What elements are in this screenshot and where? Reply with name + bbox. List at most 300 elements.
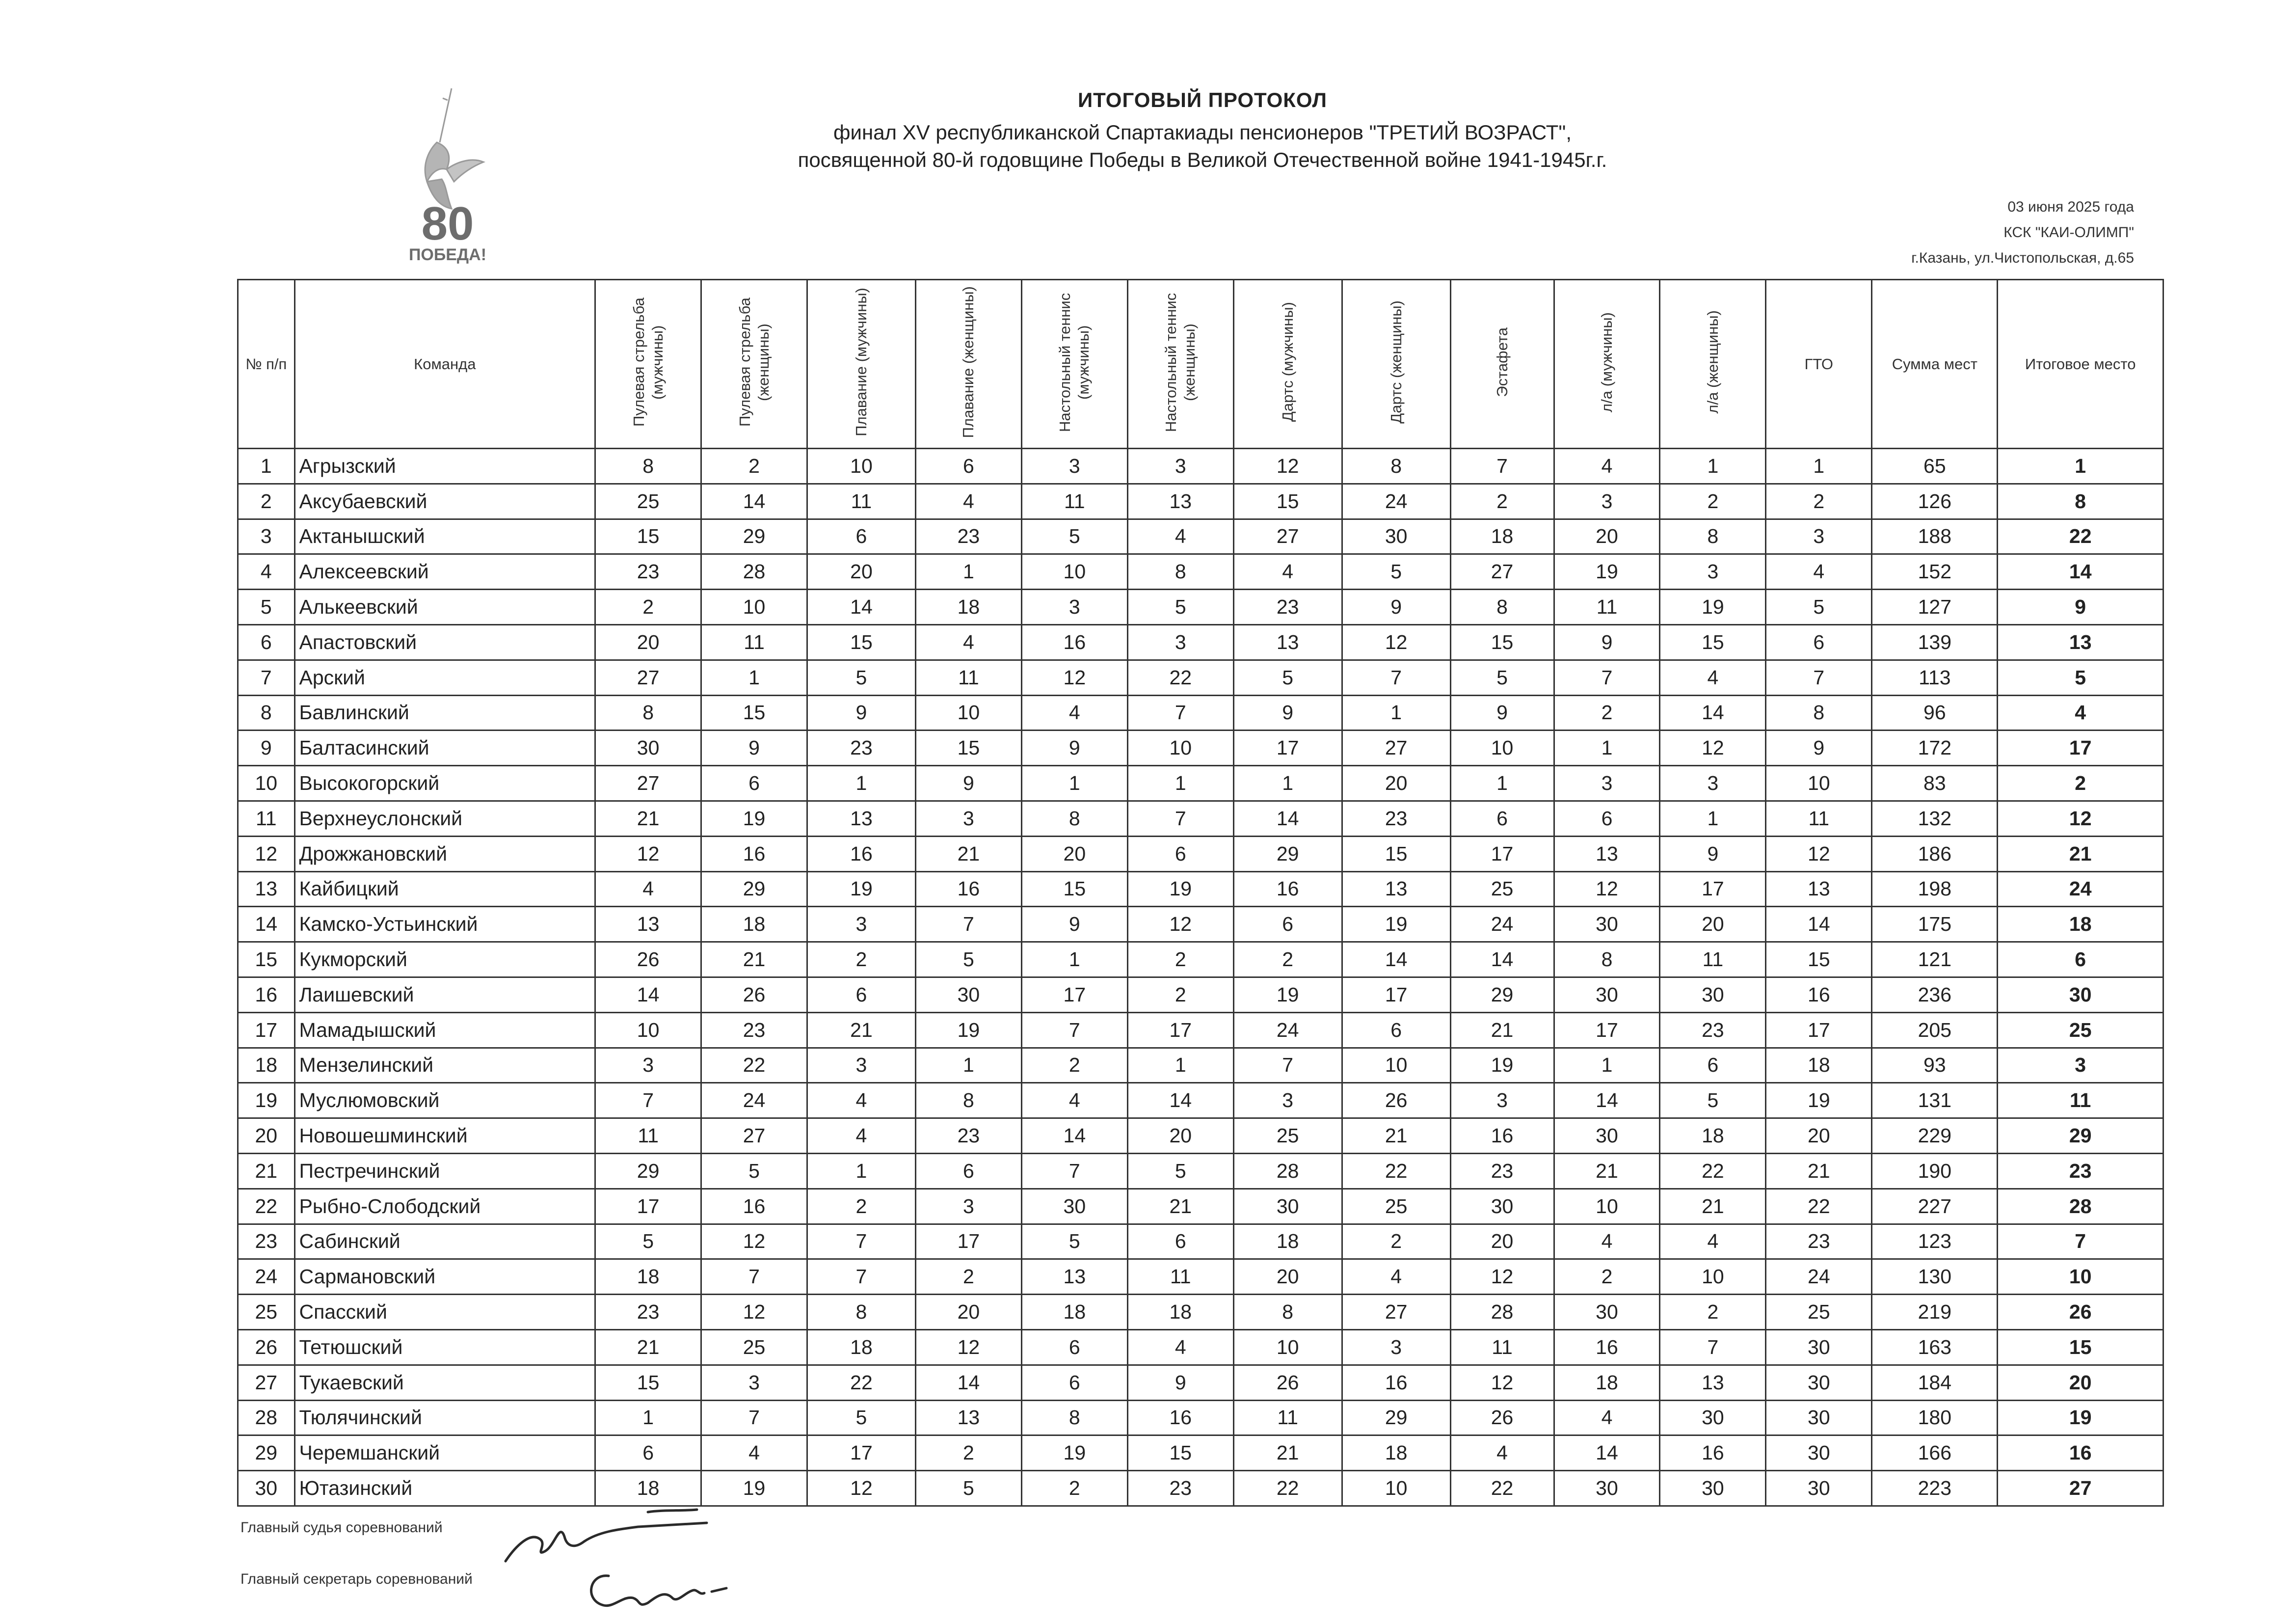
table-cell: 20 <box>1021 836 1127 871</box>
table-cell: 27 <box>595 766 701 801</box>
table-cell: 12 <box>1021 660 1127 695</box>
table-cell: 1 <box>595 1400 701 1435</box>
table-row <box>238 695 2163 731</box>
table-cell: 1 <box>1021 942 1127 977</box>
table-cell: 18 <box>807 1329 915 1365</box>
table-cell: 17 <box>1554 1012 1660 1048</box>
table-cell: 8 <box>1127 554 1233 590</box>
column-header-label: Пулевая стрельба (мужчины) <box>630 298 666 427</box>
table-cell: 30 <box>1660 1471 1766 1506</box>
table-cell: 2 <box>238 484 295 519</box>
chief-secretary-label: Главный секретарь соревнований <box>240 1571 473 1587</box>
table-cell: 2 <box>915 1259 1021 1295</box>
final-place-cell: 21 <box>1998 836 2163 871</box>
table-cell: 30 <box>1554 977 1660 1012</box>
table-cell: 17 <box>1766 1012 1872 1048</box>
table-cell: 14 <box>1233 801 1342 836</box>
table-cell: 7 <box>1450 449 1554 484</box>
table-cell: 17 <box>1127 1012 1233 1048</box>
table-cell: 2 <box>595 590 701 625</box>
team-name-cell: Мамадышский <box>294 1012 595 1048</box>
table-cell: 5 <box>1021 519 1127 554</box>
final-place-cell: 29 <box>1998 1118 2163 1154</box>
table-cell: 15 <box>1660 624 1766 660</box>
table-cell: 19 <box>1554 554 1660 590</box>
document-subtitle-line-1: финал XV республиканской Спартакиады пенсионеров "ТРЕТИЙ ВОЗРАСТ", <box>833 121 1572 144</box>
table-cell: 11 <box>1127 1259 1233 1295</box>
table-cell: 23 <box>915 519 1021 554</box>
table-cell: 30 <box>1766 1400 1872 1435</box>
table-cell: 15 <box>238 942 295 977</box>
table-cell: 14 <box>1342 942 1450 977</box>
table-cell: 7 <box>1660 1329 1766 1365</box>
table-cell: 18 <box>1766 1048 1872 1083</box>
table-cell: 184 <box>1872 1365 1998 1400</box>
table-cell: 14 <box>238 907 295 942</box>
team-name-cell: Тетюшский <box>294 1329 595 1365</box>
team-name-cell: Апастовский <box>294 624 595 660</box>
final-place-cell: 16 <box>1998 1435 2163 1471</box>
table-cell: 17 <box>1660 871 1766 907</box>
table-cell: 25 <box>595 484 701 519</box>
table-cell: 190 <box>1872 1153 1998 1189</box>
table-cell: 6 <box>915 1153 1021 1189</box>
table-cell: 10 <box>915 695 1021 731</box>
table-cell: 13 <box>1660 1365 1766 1400</box>
table-cell: 19 <box>1450 1048 1554 1083</box>
col-shooting-men-header <box>595 280 701 449</box>
table-cell: 5 <box>1127 1153 1233 1189</box>
table-cell: 30 <box>1766 1365 1872 1400</box>
table-cell: 23 <box>807 731 915 766</box>
secretary-signature <box>579 1561 746 1615</box>
table-cell: 12 <box>238 836 295 871</box>
table-cell: 14 <box>1660 695 1766 731</box>
table-cell: 93 <box>1872 1048 1998 1083</box>
table-row <box>238 871 2163 907</box>
table-cell: 4 <box>1554 1224 1660 1259</box>
table-cell: 1 <box>1021 766 1127 801</box>
table-row <box>238 519 2163 554</box>
final-place-cell: 30 <box>1998 977 2163 1012</box>
table-cell: 4 <box>238 554 295 590</box>
table-cell: 3 <box>1127 624 1233 660</box>
column-header-label: № п/п <box>245 355 287 373</box>
table-cell: 12 <box>1554 871 1660 907</box>
team-name-cell: Новошешминский <box>294 1118 595 1154</box>
team-name-cell: Алькеевский <box>294 590 595 625</box>
table-cell: 17 <box>1342 977 1450 1012</box>
table-cell: 19 <box>238 1083 295 1118</box>
table-cell: 20 <box>1660 907 1766 942</box>
table-cell: 14 <box>1127 1083 1233 1118</box>
table-cell: 22 <box>807 1365 915 1400</box>
table-cell: 30 <box>1660 977 1766 1012</box>
col-darts-women-header <box>1342 280 1450 449</box>
table-cell: 12 <box>1450 1365 1554 1400</box>
table-cell: 27 <box>595 660 701 695</box>
table-cell: 9 <box>1554 624 1660 660</box>
table-cell: 8 <box>807 1295 915 1330</box>
table-cell: 4 <box>1127 519 1233 554</box>
table-cell: 16 <box>701 1189 807 1224</box>
table-cell: 18 <box>1127 1295 1233 1330</box>
final-place-cell: 28 <box>1998 1189 2163 1224</box>
table-cell: 22 <box>1450 1471 1554 1506</box>
table-cell: 26 <box>238 1329 295 1365</box>
table-cell: 19 <box>1342 907 1450 942</box>
table-cell: 17 <box>1021 977 1127 1012</box>
table-cell: 96 <box>1872 695 1998 731</box>
table-cell: 27 <box>701 1118 807 1154</box>
table-cell: 7 <box>238 660 295 695</box>
table-cell: 15 <box>595 519 701 554</box>
team-name-cell: Рыбно-Слободский <box>294 1189 595 1224</box>
table-cell: 152 <box>1872 554 1998 590</box>
table-cell: 15 <box>915 731 1021 766</box>
table-cell: 7 <box>807 1224 915 1259</box>
table-cell: 2 <box>915 1435 1021 1471</box>
table-row <box>238 1012 2163 1048</box>
document-title: ИТОГОВЫЙ ПРОТОКОЛ <box>1077 88 1328 111</box>
table-cell: 223 <box>1872 1471 1998 1506</box>
table-cell: 22 <box>1660 1153 1766 1189</box>
table-header-row <box>238 280 2163 449</box>
column-header-label: л/а (женщины) <box>1704 310 1721 414</box>
table-cell: 15 <box>1127 1435 1233 1471</box>
column-header-label: Настольный теннис (женщины) <box>1162 292 1199 432</box>
table-cell: 14 <box>1021 1118 1127 1154</box>
table-cell: 22 <box>238 1189 295 1224</box>
table-cell: 3 <box>807 1048 915 1083</box>
table-cell: 126 <box>1872 484 1998 519</box>
table-cell: 21 <box>238 1153 295 1189</box>
team-name-cell: Лаишевский <box>294 977 595 1012</box>
col-team-header <box>294 280 595 449</box>
table-cell: 29 <box>1342 1400 1450 1435</box>
table-cell: 14 <box>701 484 807 519</box>
table-cell: 7 <box>701 1400 807 1435</box>
table-row <box>238 977 2163 1012</box>
table-cell: 14 <box>1554 1435 1660 1471</box>
final-place-cell: 1 <box>1998 449 2163 484</box>
team-name-cell: Сабинский <box>294 1224 595 1259</box>
table-cell: 13 <box>1342 871 1450 907</box>
col-final-place-header <box>1998 280 2163 449</box>
table-cell: 14 <box>807 590 915 625</box>
table-cell: 10 <box>1021 554 1127 590</box>
table-row <box>238 907 2163 942</box>
table-row <box>238 836 2163 871</box>
table-cell: 8 <box>595 449 701 484</box>
table-cell: 16 <box>1233 871 1342 907</box>
table-cell: 20 <box>1127 1118 1233 1154</box>
final-place-cell: 4 <box>1998 695 2163 731</box>
table-row <box>238 449 2163 484</box>
table-cell: 24 <box>701 1083 807 1118</box>
final-place-cell: 9 <box>1998 590 2163 625</box>
team-name-cell: Пестречинский <box>294 1153 595 1189</box>
table-cell: 28 <box>701 554 807 590</box>
final-place-cell: 11 <box>1998 1083 2163 1118</box>
table-cell: 4 <box>1766 554 1872 590</box>
document-subtitle-line-2: посвященной 80-й годовщине Победы в Великой Отечественной войне 1941-1945г.г. <box>798 148 1607 171</box>
table-cell: 29 <box>238 1435 295 1471</box>
table-cell: 121 <box>1872 942 1998 977</box>
table-cell: 1 <box>1660 449 1766 484</box>
final-place-cell: 27 <box>1998 1471 2163 1506</box>
table-cell: 15 <box>1766 942 1872 977</box>
table-cell: 17 <box>1233 731 1342 766</box>
table-cell: 15 <box>1021 871 1127 907</box>
table-cell: 6 <box>807 519 915 554</box>
table-cell: 6 <box>1766 624 1872 660</box>
table-cell: 21 <box>595 801 701 836</box>
table-row <box>238 731 2163 766</box>
table-cell: 11 <box>1554 590 1660 625</box>
team-name-cell: Тукаевский <box>294 1365 595 1400</box>
table-cell: 1 <box>1554 731 1660 766</box>
table-cell: 5 <box>1766 590 1872 625</box>
table-cell: 5 <box>807 660 915 695</box>
table-cell: 1 <box>807 1153 915 1189</box>
team-name-cell: Муслюмовский <box>294 1083 595 1118</box>
table-cell: 14 <box>1554 1083 1660 1118</box>
table-cell: 4 <box>1021 1083 1127 1118</box>
table-cell: 163 <box>1872 1329 1998 1365</box>
final-place-cell: 18 <box>1998 907 2163 942</box>
table-cell: 10 <box>1342 1471 1450 1506</box>
team-name-cell: Сармановский <box>294 1259 595 1295</box>
table-cell: 139 <box>1872 624 1998 660</box>
table-cell: 30 <box>1450 1189 1554 1224</box>
table-row <box>238 1435 2163 1471</box>
table-row <box>238 1118 2163 1154</box>
table-cell: 20 <box>807 554 915 590</box>
table-cell: 20 <box>238 1118 295 1154</box>
table-cell: 3 <box>701 1365 807 1400</box>
table-cell: 2 <box>1554 1259 1660 1295</box>
table-cell: 17 <box>915 1224 1021 1259</box>
table-cell: 1 <box>1554 1048 1660 1083</box>
table-cell: 3 <box>1660 766 1766 801</box>
table-cell: 4 <box>807 1118 915 1154</box>
table-cell: 22 <box>1233 1471 1342 1506</box>
table-cell: 19 <box>915 1012 1021 1048</box>
event-address: г.Казань, ул.Чистопольская, д.65 <box>1911 250 2134 266</box>
table-cell: 11 <box>1660 942 1766 977</box>
table-cell: 4 <box>915 484 1021 519</box>
table-cell: 24 <box>1342 484 1450 519</box>
table-cell: 7 <box>1233 1048 1342 1083</box>
column-header-label: Эстафета <box>1493 327 1511 397</box>
final-place-cell: 3 <box>1998 1048 2163 1083</box>
table-cell: 6 <box>1127 1224 1233 1259</box>
column-header-label: Настольный теннис (мужчины) <box>1056 292 1093 432</box>
final-place-cell: 17 <box>1998 731 2163 766</box>
column-header-label: л/а (мужчины) <box>1598 312 1615 412</box>
table-cell: 11 <box>915 660 1021 695</box>
table-cell: 26 <box>701 977 807 1012</box>
column-header-label: Дартс (мужчины) <box>1279 302 1296 422</box>
table-cell: 13 <box>1127 484 1233 519</box>
final-place-cell: 23 <box>1998 1153 2163 1189</box>
table-cell: 20 <box>1450 1224 1554 1259</box>
table-cell: 11 <box>807 484 915 519</box>
table-cell: 4 <box>1342 1259 1450 1295</box>
table-cell: 9 <box>1342 590 1450 625</box>
table-cell: 2 <box>1127 942 1233 977</box>
table-cell: 10 <box>238 766 295 801</box>
table-cell: 12 <box>1450 1259 1554 1295</box>
table-cell: 27 <box>238 1365 295 1400</box>
table-cell: 1 <box>915 1048 1021 1083</box>
table-cell: 13 <box>915 1400 1021 1435</box>
table-cell: 2 <box>807 942 915 977</box>
table-cell: 19 <box>1660 590 1766 625</box>
table-cell: 8 <box>1660 519 1766 554</box>
table-cell: 16 <box>701 836 807 871</box>
team-name-cell: Камско-Устьинский <box>294 907 595 942</box>
table-cell: 10 <box>1127 731 1233 766</box>
col-number-header <box>238 280 295 449</box>
table-cell: 166 <box>1872 1435 1998 1471</box>
table-cell: 26 <box>1450 1400 1554 1435</box>
table-cell: 29 <box>595 1153 701 1189</box>
table-cell: 10 <box>1554 1189 1660 1224</box>
table-cell: 12 <box>701 1295 807 1330</box>
table-cell: 19 <box>701 801 807 836</box>
table-cell: 19 <box>701 1471 807 1506</box>
table-cell: 20 <box>915 1295 1021 1330</box>
table-cell: 1 <box>807 766 915 801</box>
table-cell: 2 <box>1127 977 1233 1012</box>
table-cell: 4 <box>1554 1400 1660 1435</box>
table-cell: 2 <box>1342 1224 1450 1259</box>
table-cell: 12 <box>595 836 701 871</box>
table-cell: 5 <box>595 1224 701 1259</box>
table-cell: 9 <box>1233 695 1342 731</box>
table-row <box>238 1048 2163 1083</box>
final-place-cell: 14 <box>1998 554 2163 590</box>
table-cell: 21 <box>807 1012 915 1048</box>
table-cell: 27 <box>1450 554 1554 590</box>
table-cell: 16 <box>1450 1118 1554 1154</box>
table-cell: 9 <box>1127 1365 1233 1400</box>
table-cell: 4 <box>915 624 1021 660</box>
table-cell: 25 <box>701 1329 807 1365</box>
table-cell: 22 <box>1127 660 1233 695</box>
table-cell: 9 <box>1450 695 1554 731</box>
results-table <box>237 279 2164 1507</box>
col-darts-men-header <box>1233 280 1342 449</box>
table-cell: 13 <box>1233 624 1342 660</box>
table-cell: 4 <box>595 871 701 907</box>
table-cell: 2 <box>1554 695 1660 731</box>
table-cell: 20 <box>1233 1259 1342 1295</box>
table-cell: 6 <box>595 1435 701 1471</box>
logo-80-text: 80 <box>421 197 474 250</box>
table-cell: 130 <box>1872 1259 1998 1295</box>
col-athletics-men-header <box>1554 280 1660 449</box>
header <box>614 88 1791 174</box>
table-cell: 18 <box>1660 1118 1766 1154</box>
column-header-label: ГТО <box>1804 355 1834 373</box>
table-cell: 10 <box>1660 1259 1766 1295</box>
table-cell: 17 <box>807 1435 915 1471</box>
table-cell: 8 <box>1233 1295 1342 1330</box>
chief-judge-label: Главный судья соревнований <box>240 1519 443 1536</box>
table-cell: 3 <box>1233 1083 1342 1118</box>
table-cell: 2 <box>807 1189 915 1224</box>
table-cell: 186 <box>1872 836 1998 871</box>
table-cell: 4 <box>1450 1435 1554 1471</box>
table-cell: 25 <box>1342 1189 1450 1224</box>
table-cell: 5 <box>1660 1083 1766 1118</box>
table-cell: 83 <box>1872 766 1998 801</box>
table-cell: 132 <box>1872 801 1998 836</box>
team-name-cell: Агрызский <box>294 449 595 484</box>
table-cell: 16 <box>1021 624 1127 660</box>
table-cell: 23 <box>238 1224 295 1259</box>
team-name-cell: Бавлинский <box>294 695 595 731</box>
table-cell: 8 <box>1766 695 1872 731</box>
table-cell: 18 <box>595 1259 701 1295</box>
table-cell: 6 <box>1342 1012 1450 1048</box>
table-cell: 4 <box>1127 1329 1233 1365</box>
col-swimming-women-header <box>915 280 1021 449</box>
table-cell: 12 <box>1127 907 1233 942</box>
table-cell: 7 <box>1127 695 1233 731</box>
table-cell: 27 <box>1342 731 1450 766</box>
column-header-label: Дартс (женщины) <box>1387 300 1405 424</box>
table-cell: 12 <box>915 1329 1021 1365</box>
logo-victory-text: ПОБЕДА! <box>408 245 487 264</box>
table-cell: 30 <box>1554 1471 1660 1506</box>
table-cell: 7 <box>1021 1012 1127 1048</box>
table-cell: 18 <box>1233 1224 1342 1259</box>
table-row <box>238 590 2163 625</box>
table-cell: 27 <box>1342 1295 1450 1330</box>
table-cell: 13 <box>1554 836 1660 871</box>
table-cell: 11 <box>1766 801 1872 836</box>
table-cell: 16 <box>915 871 1021 907</box>
table-cell: 30 <box>915 977 1021 1012</box>
table-cell: 30 <box>1021 1189 1127 1224</box>
table-cell: 131 <box>1872 1083 1998 1118</box>
table-row <box>238 1224 2163 1259</box>
table-cell: 21 <box>1766 1153 1872 1189</box>
table-cell: 11 <box>1233 1400 1342 1435</box>
table-cell: 2 <box>1021 1471 1127 1506</box>
table-cell: 18 <box>1021 1295 1127 1330</box>
table-cell: 8 <box>238 695 295 731</box>
table-cell: 1 <box>1450 766 1554 801</box>
table-row <box>238 1365 2163 1400</box>
table-cell: 26 <box>1233 1365 1342 1400</box>
table-cell: 4 <box>1660 660 1766 695</box>
table-cell: 3 <box>595 1048 701 1083</box>
team-name-cell: Спасский <box>294 1295 595 1330</box>
table-cell: 29 <box>701 871 807 907</box>
table-cell: 21 <box>1127 1189 1233 1224</box>
table-cell: 123 <box>1872 1224 1998 1259</box>
table-cell: 13 <box>595 907 701 942</box>
table-cell: 14 <box>915 1365 1021 1400</box>
table-cell: 10 <box>595 1012 701 1048</box>
table-cell: 4 <box>1660 1224 1766 1259</box>
table-cell: 13 <box>1766 871 1872 907</box>
